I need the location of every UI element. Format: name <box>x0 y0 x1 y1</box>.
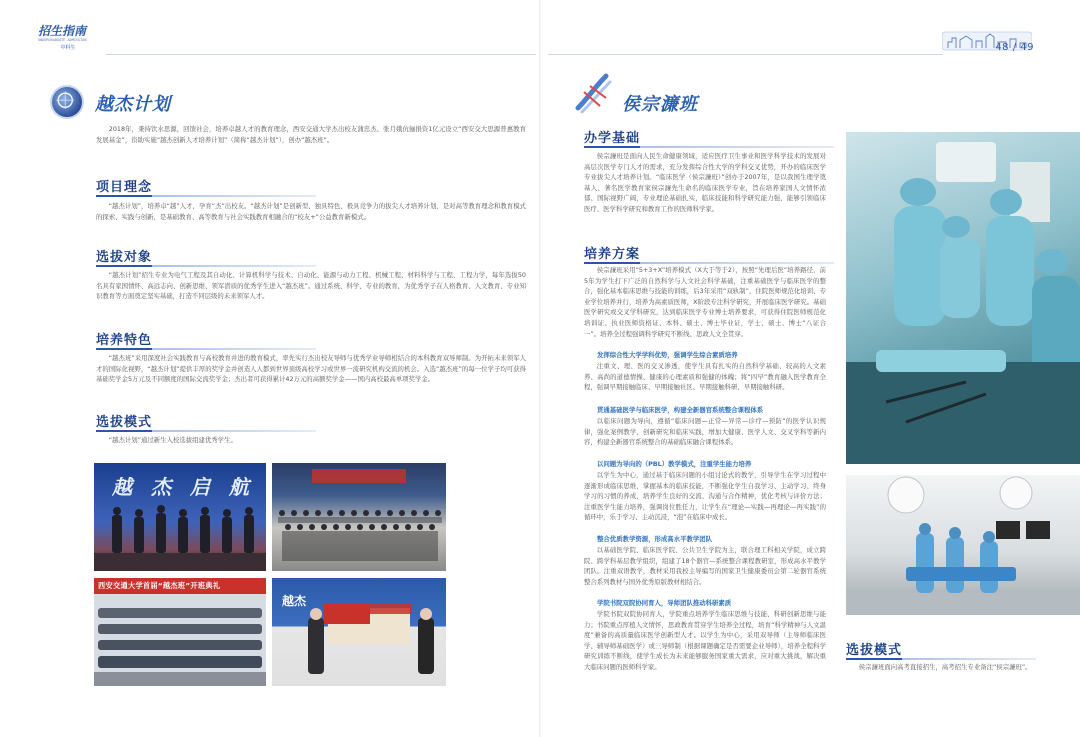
heading-underline <box>96 265 316 267</box>
heading-underline <box>96 430 316 432</box>
feature-text-4: 以基础医学院、临床医学院、公共卫生学院为主，联合理工科相关学院，成立跨院、跨学科基层教学组织，组建了18个器官—系统整合课程教研室，形成高水平教学团队。注重双语教学，教材采用我校主导编写的国家卫生健康委员会第二轮器官系统整合系列教材与国外优秀原版教材相结合。 <box>584 546 826 586</box>
heading-underline <box>584 146 834 148</box>
heading-training-plan-text: 培养方案 <box>584 247 641 262</box>
heading-features-text: 培养特色 <box>96 333 153 348</box>
concept-paragraph: “越杰计划”，培养卓“越”人才，孕育“杰”出校友。“越杰计划”是创新型、独具特色、极具竞争力的拔尖人才培养计划，是对高等教育理念和教育模式的探索、实践与创新，是基础教育、高等教育与社会实践教育相融合的“校友+”公益教育新模式。 <box>96 202 526 221</box>
heading-training-plan <box>584 243 640 262</box>
brand-logo <box>38 24 98 53</box>
heading-underline <box>584 262 834 264</box>
heading-concept <box>96 176 152 195</box>
photo-surgery-team <box>846 132 1080 464</box>
medal-logo-icon <box>50 85 84 119</box>
heading-features <box>96 329 152 348</box>
intro-paragraph: 2018年，秉持饮水思源，回馈社会，培养卓越人才的教育理念，西安交通大学杰出校友蒲忠杰、张月娥伉俪捐资1亿元设立“西安交大思源普惠教育发展基金”，资助实施“越杰创新人才培养计划”（简称“越杰计划”），创办“越杰班”。 <box>96 125 526 144</box>
heading-foundation-text: 办学基础 <box>584 131 641 146</box>
heading-target-text: 选拔对象 <box>96 250 153 265</box>
heading-foundation <box>584 127 640 146</box>
brand-year: 中科生 <box>60 45 76 51</box>
photo-operating-room <box>846 475 1080 615</box>
photo-caption-ceremony: 西安交通大学首届“越杰班”开班典礼 <box>98 581 221 590</box>
ceremony-people-figure <box>94 594 266 686</box>
group-people-figure <box>272 463 446 571</box>
photo-caption-launch: 越 杰 启 航 <box>112 475 255 499</box>
page-spine <box>539 0 541 737</box>
target-paragraph: “越杰计划”招生专业为电气工程及其自动化、计算机科学与技术、自动化、能源与动力工程、机械工程、材料科学与工程、工程力学，每年选拔50名具有家国情怀、高远志向、创新思维、领军潜质的优秀学生进入“越杰班”。通过系统、科学、专业的教育，为优秀学子在人格教育、人文教育、专业知识教育等方面奠定坚实基础，打造不同层级的未来领军人才。 <box>96 271 526 301</box>
page-number: 48 / 49 <box>995 42 1034 53</box>
feature-text-5: 学院书院双院协同育人，学院重点培养学生临床思维与技能、科研创新思维与能力；书院重点厚植人文情怀，思政教育贯穿学生培养全过程，培育“科学精神与人文温度”兼备的高质量临床医学创新型人才。以学生为中心，采用双导师（主导师临床医学、辅导师基础医学）或三导师制（根据课题确定是否需要企业导师），培养全程科学研究训练不断线，使学生成长为未来能够服务国家重大需求，应对重大挑战，解决重大临床问题的医师科学家。 <box>584 610 826 671</box>
operating-room-figure <box>846 475 1080 615</box>
feature-text-2: 以临床问题为导向，遵循“临床问题—正常—异常—诊疗—预防”的医学认识规律，强化案例教学、创新研究和临床实践，增加大健康、医学人文、交叉学科等新内容，构建全新器官系统整合的基础临床融合课程体系。 <box>584 417 826 447</box>
surgeons-figure <box>846 132 1080 464</box>
heading-target <box>96 246 152 265</box>
features-paragraph: “越杰班”采用深度社会实践教育与高校教育并进的教育模式，率先实行杰出校友导师与优秀学业导师相结合的本科教育双导师制。为开拓未来领军人才的国际化视野，“越杰计划”提供丰厚的奖学金并创造人人都到世界顶级高校学习或世界一流研究机构交流的机会。入选“越杰班”的每一位学子均可获得基础奖学金5万元及不同额度的国际交流奖学金；杰出者可获得累计42万元的高额奖学金——国内高校最高单项奖学金。 <box>96 354 526 384</box>
helix-logo-icon <box>570 68 616 116</box>
heading-selection-left <box>96 411 152 430</box>
heading-selection-right <box>846 639 902 658</box>
heading-selection-left-text: 选拔模式 <box>96 415 153 430</box>
brand-title: 招生指南 <box>38 24 87 38</box>
photo-plaque-unveiling <box>272 578 446 686</box>
heading-underline <box>846 658 1036 660</box>
photo-caption-plaque: 越杰 <box>282 594 307 608</box>
feature-title-3: 以问题为导向的（PBL）教学模式，注重学生能力培养 <box>597 460 752 468</box>
program-title-houzonglian: 侯宗濂班 <box>622 94 698 115</box>
feature-title-4: 整合优质教学资源，形成高水平教学团队 <box>597 535 713 543</box>
photo-launch-ceremony <box>94 463 266 571</box>
feature-title-2: 贯通基础医学与临床医学，构建全新器官系统整合课程体系 <box>597 406 764 414</box>
brand-subtitle: UNDERGRADUATE ADMISSION <box>38 38 87 42</box>
selection-right-paragraph: 侯宗濂班面向高考直接招生，高考招生专业备注“侯宗濂班”。 <box>858 663 1032 671</box>
feature-title-5: 学院书院双院协同育人，导师团队推动科研素质 <box>597 599 732 607</box>
plaque-figure <box>272 578 446 686</box>
training-plan-paragraph: 侯宗濂班采用“5+3+X”培养模式（X大于等于2），按照“先理后医”培养路径，前5年为学生打下广泛的自然科学与人文社会科学基础，注重基础医学与临床医学的整合，强化基本临床思维与技能的训练，后3年采用“双轨制”，住院医师规范化培训、专业学位培养并行，培养为高素质医师，X阶段专注科学研究，开展临床医学研究。基础医学研究或交叉学科研究，达到临床医学专业博士培养要求，可获得住院医师规范化培训证、执业医师资格证、本科、硕士、博士毕业证，学士、硕士、博士“八证合一”。培养全过程强调科学研究不断线、思政人文全贯穿。 <box>584 266 826 338</box>
feature-text-1: 注重文、理、医的交叉渗透，使学生具有扎实的自然科学基础、较高的人文素养、高尚的道德情操、健康的心理素质和强健的体魄；将“四早”教育融入医学教育全程，强调早期接触临床、早期接触社区、早期接触科研、早期接触科研。 <box>584 362 826 392</box>
feature-title-1: 发挥综合性大学学科优势，强调学生综合素质培养 <box>597 351 738 359</box>
heading-selection-right-text: 选拔模式 <box>846 643 903 658</box>
header-rule-right <box>548 54 943 55</box>
program-title-yuejie: 越杰计划 <box>95 94 171 115</box>
foundation-paragraph: 侯宗濂班是面向人民生命健康领域，适应医疗卫生事业和医学科学技术的发展对高层次医学专门人才的需求，充分发挥综合性大学的学科交叉优势，开办的临床医学专业拔尖人才培养计划。“临床医学（侯宗濂班）”创办于2007年，是以我国生理学奠基人、著名医学教育家侯宗濂先生命名的临床医学专业，旨在培养家国人文情怀浓郁、国际视野广阔，专业理论基础扎实，临床技能和科学研究能力强，能够引领临床医疗、医学科学研究和教育工作的医师科学家。 <box>584 152 826 213</box>
heading-concept-text: 项目理念 <box>96 180 153 195</box>
photo-opening-ceremony <box>94 578 266 686</box>
photo-group-banner <box>272 463 446 571</box>
stage-people-figure <box>94 463 266 571</box>
heading-underline <box>96 195 316 197</box>
feature-text-3: 以学生为中心，通过基于临床问题的小组讨论式的教学，引导学生在学习过程中逐渐形成临床思维，掌握基本的临床技能，不断强化学生自我学习、主动学习、终身学习的习惯的养成，培养学生良好的交流、沟通与合作精神，优化考核与评价方法；注重医学生能力培养，强调岗位胜任力，让学生在“理论—实践—再理论—再实践”的循环中，乐于学习、主动沉浸，“泡”在临床中成长。 <box>584 471 826 522</box>
header-rule-left <box>106 54 536 55</box>
heading-underline <box>96 348 316 350</box>
selection-left-paragraph: “越杰计划”通过新生入校选拔组建优秀学生。 <box>108 436 237 444</box>
